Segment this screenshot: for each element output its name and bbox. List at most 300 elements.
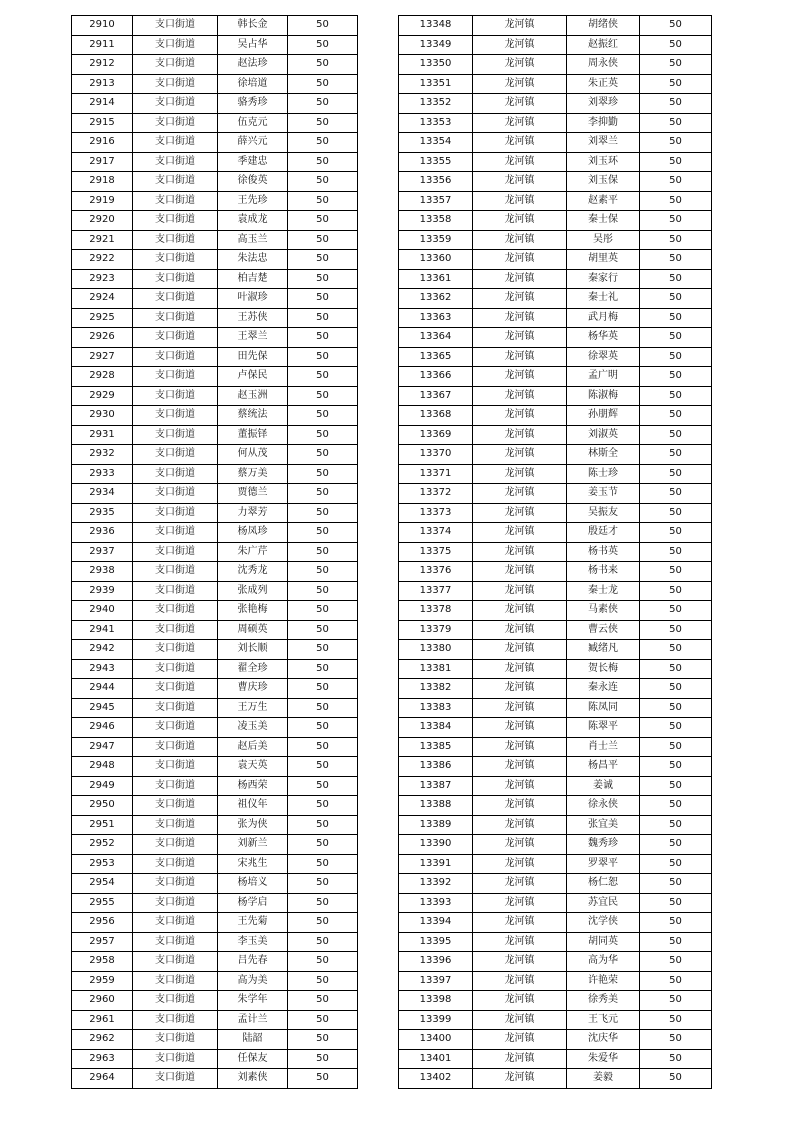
name-cell: 卢保民 bbox=[218, 367, 288, 387]
amount-cell: 50 bbox=[288, 854, 358, 874]
right-table-row bbox=[399, 893, 712, 913]
name-cell: 徐俊英 bbox=[218, 172, 288, 192]
town-cell: 龙河镇 bbox=[473, 503, 567, 523]
name-cell: 韩长金 bbox=[218, 16, 288, 36]
right-table-row bbox=[399, 562, 712, 582]
name-cell: 杨书英 bbox=[567, 542, 640, 562]
amount-cell: 50 bbox=[288, 191, 358, 211]
amount-cell: 50 bbox=[288, 542, 358, 562]
right-table-row bbox=[399, 523, 712, 543]
amount-cell: 50 bbox=[640, 854, 712, 874]
name-cell: 叶淑珍 bbox=[218, 289, 288, 309]
name-cell: 凌玉美 bbox=[218, 718, 288, 738]
serial-number-cell: 13378 bbox=[399, 601, 473, 621]
name-cell: 胡里英 bbox=[567, 250, 640, 270]
right-table-row bbox=[399, 659, 712, 679]
left-table-row bbox=[72, 523, 358, 543]
name-cell: 秦士礼 bbox=[567, 289, 640, 309]
amount-cell: 50 bbox=[288, 484, 358, 504]
serial-number-cell: 13353 bbox=[399, 113, 473, 133]
town-cell: 支口街道 bbox=[133, 581, 218, 601]
right-table-row bbox=[399, 952, 712, 972]
town-cell: 龙河镇 bbox=[473, 581, 567, 601]
serial-number-cell: 13399 bbox=[399, 1010, 473, 1030]
serial-number-cell: 2933 bbox=[72, 464, 133, 484]
left-table-row bbox=[72, 581, 358, 601]
town-cell: 支口街道 bbox=[133, 16, 218, 36]
amount-cell: 50 bbox=[640, 269, 712, 289]
name-cell: 孙朋辉 bbox=[567, 406, 640, 426]
name-cell: 吴彤 bbox=[567, 230, 640, 250]
name-cell: 刘素侠 bbox=[218, 1069, 288, 1089]
town-cell: 支口街道 bbox=[133, 874, 218, 894]
name-cell: 杨凤珍 bbox=[218, 523, 288, 543]
serial-number-cell: 2920 bbox=[72, 211, 133, 231]
right-table-row bbox=[399, 308, 712, 328]
name-cell: 刘翠珍 bbox=[567, 94, 640, 114]
name-cell: 刘玉保 bbox=[567, 172, 640, 192]
town-cell: 龙河镇 bbox=[473, 835, 567, 855]
town-cell: 龙河镇 bbox=[473, 601, 567, 621]
town-cell: 龙河镇 bbox=[473, 1069, 567, 1089]
town-cell: 支口街道 bbox=[133, 308, 218, 328]
left-table-row bbox=[72, 386, 358, 406]
serial-number-cell: 2941 bbox=[72, 620, 133, 640]
name-cell: 周硕英 bbox=[218, 620, 288, 640]
amount-cell: 50 bbox=[640, 523, 712, 543]
amount-cell: 50 bbox=[640, 737, 712, 757]
left-table-row bbox=[72, 659, 358, 679]
town-cell: 支口街道 bbox=[133, 991, 218, 1011]
name-cell: 吕先春 bbox=[218, 952, 288, 972]
serial-number-cell: 13348 bbox=[399, 16, 473, 36]
town-cell: 龙河镇 bbox=[473, 874, 567, 894]
right-table-row bbox=[399, 718, 712, 738]
amount-cell: 50 bbox=[288, 113, 358, 133]
amount-cell: 50 bbox=[288, 55, 358, 75]
name-cell: 高玉兰 bbox=[218, 230, 288, 250]
left-table-row bbox=[72, 913, 358, 933]
town-cell: 支口街道 bbox=[133, 854, 218, 874]
name-cell: 朱学年 bbox=[218, 991, 288, 1011]
name-cell: 杨西荣 bbox=[218, 776, 288, 796]
amount-cell: 50 bbox=[640, 152, 712, 172]
name-cell: 朱广芹 bbox=[218, 542, 288, 562]
amount-cell: 50 bbox=[640, 971, 712, 991]
serial-number-cell: 13384 bbox=[399, 718, 473, 738]
amount-cell: 50 bbox=[640, 367, 712, 387]
amount-cell: 50 bbox=[288, 698, 358, 718]
right-table-row bbox=[399, 1049, 712, 1069]
amount-cell: 50 bbox=[288, 815, 358, 835]
name-cell: 朱法忠 bbox=[218, 250, 288, 270]
name-cell: 赵素平 bbox=[567, 191, 640, 211]
amount-cell: 50 bbox=[640, 932, 712, 952]
left-table-row bbox=[72, 172, 358, 192]
serial-number-cell: 2946 bbox=[72, 718, 133, 738]
name-cell: 徐翠英 bbox=[567, 347, 640, 367]
town-cell: 龙河镇 bbox=[473, 913, 567, 933]
name-cell: 许艳荣 bbox=[567, 971, 640, 991]
amount-cell: 50 bbox=[640, 776, 712, 796]
amount-cell: 50 bbox=[640, 874, 712, 894]
amount-cell: 50 bbox=[288, 211, 358, 231]
town-cell: 支口街道 bbox=[133, 172, 218, 192]
left-table-row bbox=[72, 854, 358, 874]
town-cell: 支口街道 bbox=[133, 445, 218, 465]
right-table-row bbox=[399, 620, 712, 640]
town-cell: 支口街道 bbox=[133, 425, 218, 445]
serial-number-cell: 13354 bbox=[399, 133, 473, 153]
right-table-row bbox=[399, 601, 712, 621]
serial-number-cell: 13358 bbox=[399, 211, 473, 231]
name-cell: 沈庆华 bbox=[567, 1030, 640, 1050]
town-cell: 支口街道 bbox=[133, 230, 218, 250]
serial-number-cell: 2949 bbox=[72, 776, 133, 796]
left-table-row bbox=[72, 347, 358, 367]
town-cell: 龙河镇 bbox=[473, 133, 567, 153]
right-table-row bbox=[399, 425, 712, 445]
right-table-row bbox=[399, 776, 712, 796]
town-cell: 龙河镇 bbox=[473, 893, 567, 913]
left-table-row bbox=[72, 776, 358, 796]
amount-cell: 50 bbox=[640, 484, 712, 504]
amount-cell: 50 bbox=[288, 971, 358, 991]
left-table-row bbox=[72, 835, 358, 855]
name-cell: 薛兴元 bbox=[218, 133, 288, 153]
left-table-row bbox=[72, 464, 358, 484]
right-table-row bbox=[399, 484, 712, 504]
amount-cell: 50 bbox=[640, 425, 712, 445]
town-cell: 支口街道 bbox=[133, 835, 218, 855]
town-cell: 支口街道 bbox=[133, 776, 218, 796]
right-table-row bbox=[399, 874, 712, 894]
amount-cell: 50 bbox=[288, 308, 358, 328]
town-cell: 龙河镇 bbox=[473, 523, 567, 543]
serial-number-cell: 2917 bbox=[72, 152, 133, 172]
town-cell: 支口街道 bbox=[133, 133, 218, 153]
amount-cell: 50 bbox=[640, 698, 712, 718]
serial-number-cell: 2926 bbox=[72, 328, 133, 348]
amount-cell: 50 bbox=[640, 250, 712, 270]
left-table-row bbox=[72, 133, 358, 153]
serial-number-cell: 2948 bbox=[72, 757, 133, 777]
amount-cell: 50 bbox=[640, 74, 712, 94]
serial-number-cell: 13352 bbox=[399, 94, 473, 114]
left-table-row bbox=[72, 74, 358, 94]
serial-number-cell: 13363 bbox=[399, 308, 473, 328]
name-cell: 秦士保 bbox=[567, 211, 640, 231]
serial-number-cell: 13371 bbox=[399, 464, 473, 484]
amount-cell: 50 bbox=[288, 523, 358, 543]
amount-cell: 50 bbox=[288, 913, 358, 933]
name-cell: 王翠兰 bbox=[218, 328, 288, 348]
serial-number-cell: 2918 bbox=[72, 172, 133, 192]
town-cell: 支口街道 bbox=[133, 913, 218, 933]
name-cell: 陈翠平 bbox=[567, 718, 640, 738]
left-table-row bbox=[72, 1069, 358, 1089]
town-cell: 龙河镇 bbox=[473, 55, 567, 75]
town-cell: 支口街道 bbox=[133, 464, 218, 484]
town-cell: 支口街道 bbox=[133, 211, 218, 231]
town-cell: 龙河镇 bbox=[473, 74, 567, 94]
left-table-row bbox=[72, 152, 358, 172]
right-table-row bbox=[399, 191, 712, 211]
right-table-row bbox=[399, 991, 712, 1011]
amount-cell: 50 bbox=[288, 679, 358, 699]
town-cell: 支口街道 bbox=[133, 55, 218, 75]
name-cell: 杨书来 bbox=[567, 562, 640, 582]
serial-number-cell: 13392 bbox=[399, 874, 473, 894]
amount-cell: 50 bbox=[288, 659, 358, 679]
name-cell: 李抑勤 bbox=[567, 113, 640, 133]
right-table-row bbox=[399, 250, 712, 270]
serial-number-cell: 2911 bbox=[72, 35, 133, 55]
serial-number-cell: 2943 bbox=[72, 659, 133, 679]
name-cell: 朱爱华 bbox=[567, 1049, 640, 1069]
town-cell: 龙河镇 bbox=[473, 347, 567, 367]
right-table-row bbox=[399, 1069, 712, 1089]
right-table-row bbox=[399, 971, 712, 991]
amount-cell: 50 bbox=[640, 94, 712, 114]
name-cell: 刘玉环 bbox=[567, 152, 640, 172]
name-cell: 曹庆珍 bbox=[218, 679, 288, 699]
amount-cell: 50 bbox=[288, 94, 358, 114]
serial-number-cell: 2935 bbox=[72, 503, 133, 523]
town-cell: 龙河镇 bbox=[473, 1049, 567, 1069]
serial-number-cell: 13382 bbox=[399, 679, 473, 699]
amount-cell: 50 bbox=[288, 640, 358, 660]
town-cell: 龙河镇 bbox=[473, 971, 567, 991]
name-cell: 林斯全 bbox=[567, 445, 640, 465]
serial-number-cell: 13370 bbox=[399, 445, 473, 465]
serial-number-cell: 13396 bbox=[399, 952, 473, 972]
serial-number-cell: 2930 bbox=[72, 406, 133, 426]
amount-cell: 50 bbox=[640, 35, 712, 55]
name-cell: 张成列 bbox=[218, 581, 288, 601]
name-cell: 赵后美 bbox=[218, 737, 288, 757]
right-table-row bbox=[399, 640, 712, 660]
town-cell: 龙河镇 bbox=[473, 679, 567, 699]
serial-number-cell: 2950 bbox=[72, 796, 133, 816]
left-table-row bbox=[72, 367, 358, 387]
town-cell: 支口街道 bbox=[133, 1030, 218, 1050]
amount-cell: 50 bbox=[288, 464, 358, 484]
serial-number-cell: 13356 bbox=[399, 172, 473, 192]
town-cell: 龙河镇 bbox=[473, 250, 567, 270]
name-cell: 李玉美 bbox=[218, 932, 288, 952]
name-cell: 沈秀龙 bbox=[218, 562, 288, 582]
town-cell: 支口街道 bbox=[133, 94, 218, 114]
amount-cell: 50 bbox=[288, 581, 358, 601]
town-cell: 龙河镇 bbox=[473, 796, 567, 816]
amount-cell: 50 bbox=[640, 191, 712, 211]
amount-cell: 50 bbox=[640, 503, 712, 523]
town-cell: 龙河镇 bbox=[473, 94, 567, 114]
name-cell: 秦永连 bbox=[567, 679, 640, 699]
left-table-row bbox=[72, 1030, 358, 1050]
amount-cell: 50 bbox=[288, 932, 358, 952]
serial-number-cell: 2916 bbox=[72, 133, 133, 153]
amount-cell: 50 bbox=[640, 757, 712, 777]
town-cell: 龙河镇 bbox=[473, 289, 567, 309]
town-cell: 龙河镇 bbox=[473, 172, 567, 192]
amount-cell: 50 bbox=[288, 1030, 358, 1050]
name-cell: 翟全珍 bbox=[218, 659, 288, 679]
amount-cell: 50 bbox=[288, 328, 358, 348]
serial-number-cell: 13400 bbox=[399, 1030, 473, 1050]
serial-number-cell: 2923 bbox=[72, 269, 133, 289]
left-table-row bbox=[72, 94, 358, 114]
right-table-row bbox=[399, 932, 712, 952]
town-cell: 支口街道 bbox=[133, 620, 218, 640]
name-cell: 姜诚 bbox=[567, 776, 640, 796]
name-cell: 杨昌平 bbox=[567, 757, 640, 777]
town-cell: 支口街道 bbox=[133, 952, 218, 972]
name-cell: 张宜美 bbox=[567, 815, 640, 835]
serial-number-cell: 13376 bbox=[399, 562, 473, 582]
name-cell: 朱正英 bbox=[567, 74, 640, 94]
serial-number-cell: 13368 bbox=[399, 406, 473, 426]
town-cell: 龙河镇 bbox=[473, 718, 567, 738]
amount-cell: 50 bbox=[288, 386, 358, 406]
left-table-row bbox=[72, 445, 358, 465]
town-cell: 支口街道 bbox=[133, 737, 218, 757]
town-cell: 支口街道 bbox=[133, 367, 218, 387]
left-table-row bbox=[72, 269, 358, 289]
serial-number-cell: 2956 bbox=[72, 913, 133, 933]
town-cell: 支口街道 bbox=[133, 932, 218, 952]
name-cell: 臧绪凡 bbox=[567, 640, 640, 660]
town-cell: 龙河镇 bbox=[473, 1010, 567, 1030]
left-table-row bbox=[72, 308, 358, 328]
right-table-row bbox=[399, 1010, 712, 1030]
name-cell: 王万生 bbox=[218, 698, 288, 718]
name-cell: 陈淑梅 bbox=[567, 386, 640, 406]
serial-number-cell: 2919 bbox=[72, 191, 133, 211]
town-cell: 支口街道 bbox=[133, 815, 218, 835]
name-cell: 袁成龙 bbox=[218, 211, 288, 231]
left-table-row bbox=[72, 815, 358, 835]
town-cell: 支口街道 bbox=[133, 386, 218, 406]
amount-cell: 50 bbox=[640, 542, 712, 562]
amount-cell: 50 bbox=[640, 386, 712, 406]
name-cell: 吴振友 bbox=[567, 503, 640, 523]
amount-cell: 50 bbox=[640, 445, 712, 465]
left-table-row bbox=[72, 796, 358, 816]
town-cell: 龙河镇 bbox=[473, 484, 567, 504]
town-cell: 支口街道 bbox=[133, 562, 218, 582]
amount-cell: 50 bbox=[640, 581, 712, 601]
amount-cell: 50 bbox=[288, 737, 358, 757]
town-cell: 龙河镇 bbox=[473, 464, 567, 484]
left-table-row bbox=[72, 698, 358, 718]
name-cell: 武月梅 bbox=[567, 308, 640, 328]
town-cell: 支口街道 bbox=[133, 971, 218, 991]
serial-number-cell: 13402 bbox=[399, 1069, 473, 1089]
right-table-row bbox=[399, 737, 712, 757]
amount-cell: 50 bbox=[288, 835, 358, 855]
amount-cell: 50 bbox=[288, 347, 358, 367]
serial-number-cell: 13387 bbox=[399, 776, 473, 796]
name-cell: 何从茂 bbox=[218, 445, 288, 465]
left-table-row bbox=[72, 1010, 358, 1030]
right-roster-table bbox=[398, 15, 712, 1089]
serial-number-cell: 13351 bbox=[399, 74, 473, 94]
amount-cell: 50 bbox=[640, 289, 712, 309]
name-cell: 董振铎 bbox=[218, 425, 288, 445]
left-table-row bbox=[72, 932, 358, 952]
left-table-row bbox=[72, 971, 358, 991]
right-table-row bbox=[399, 328, 712, 348]
town-cell: 支口街道 bbox=[133, 1010, 218, 1030]
left-table-row bbox=[72, 484, 358, 504]
serial-number-cell: 13397 bbox=[399, 971, 473, 991]
serial-number-cell: 13355 bbox=[399, 152, 473, 172]
serial-number-cell: 13367 bbox=[399, 386, 473, 406]
serial-number-cell: 13366 bbox=[399, 367, 473, 387]
serial-number-cell: 2932 bbox=[72, 445, 133, 465]
serial-number-cell: 2915 bbox=[72, 113, 133, 133]
right-table-row bbox=[399, 503, 712, 523]
amount-cell: 50 bbox=[288, 230, 358, 250]
right-table-row bbox=[399, 815, 712, 835]
amount-cell: 50 bbox=[288, 406, 358, 426]
amount-cell: 50 bbox=[640, 1069, 712, 1089]
amount-cell: 50 bbox=[640, 913, 712, 933]
serial-number-cell: 2962 bbox=[72, 1030, 133, 1050]
town-cell: 支口街道 bbox=[133, 601, 218, 621]
left-table-row bbox=[72, 679, 358, 699]
name-cell: 苏宜民 bbox=[567, 893, 640, 913]
name-cell: 孟广明 bbox=[567, 367, 640, 387]
name-cell: 孟计兰 bbox=[218, 1010, 288, 1030]
serial-number-cell: 2958 bbox=[72, 952, 133, 972]
amount-cell: 50 bbox=[640, 601, 712, 621]
town-cell: 龙河镇 bbox=[473, 211, 567, 231]
right-table-row bbox=[399, 386, 712, 406]
town-cell: 龙河镇 bbox=[473, 406, 567, 426]
amount-cell: 50 bbox=[640, 406, 712, 426]
left-table-row bbox=[72, 328, 358, 348]
town-cell: 龙河镇 bbox=[473, 191, 567, 211]
serial-number-cell: 2934 bbox=[72, 484, 133, 504]
right-table-row bbox=[399, 542, 712, 562]
left-table-row bbox=[72, 893, 358, 913]
serial-number-cell: 2914 bbox=[72, 94, 133, 114]
serial-number-cell: 13380 bbox=[399, 640, 473, 660]
amount-cell: 50 bbox=[640, 659, 712, 679]
town-cell: 支口街道 bbox=[133, 289, 218, 309]
name-cell: 高为美 bbox=[218, 971, 288, 991]
right-table-row bbox=[399, 55, 712, 75]
serial-number-cell: 13393 bbox=[399, 893, 473, 913]
town-cell: 龙河镇 bbox=[473, 113, 567, 133]
serial-number-cell: 2929 bbox=[72, 386, 133, 406]
name-cell: 贾德兰 bbox=[218, 484, 288, 504]
left-table-row bbox=[72, 230, 358, 250]
town-cell: 支口街道 bbox=[133, 1069, 218, 1089]
serial-number-cell: 2939 bbox=[72, 581, 133, 601]
right-table-row bbox=[399, 347, 712, 367]
serial-number-cell: 2922 bbox=[72, 250, 133, 270]
left-table-row bbox=[72, 952, 358, 972]
right-table-row bbox=[399, 35, 712, 55]
serial-number-cell: 2928 bbox=[72, 367, 133, 387]
name-cell: 袁天英 bbox=[218, 757, 288, 777]
amount-cell: 50 bbox=[640, 952, 712, 972]
amount-cell: 50 bbox=[640, 620, 712, 640]
